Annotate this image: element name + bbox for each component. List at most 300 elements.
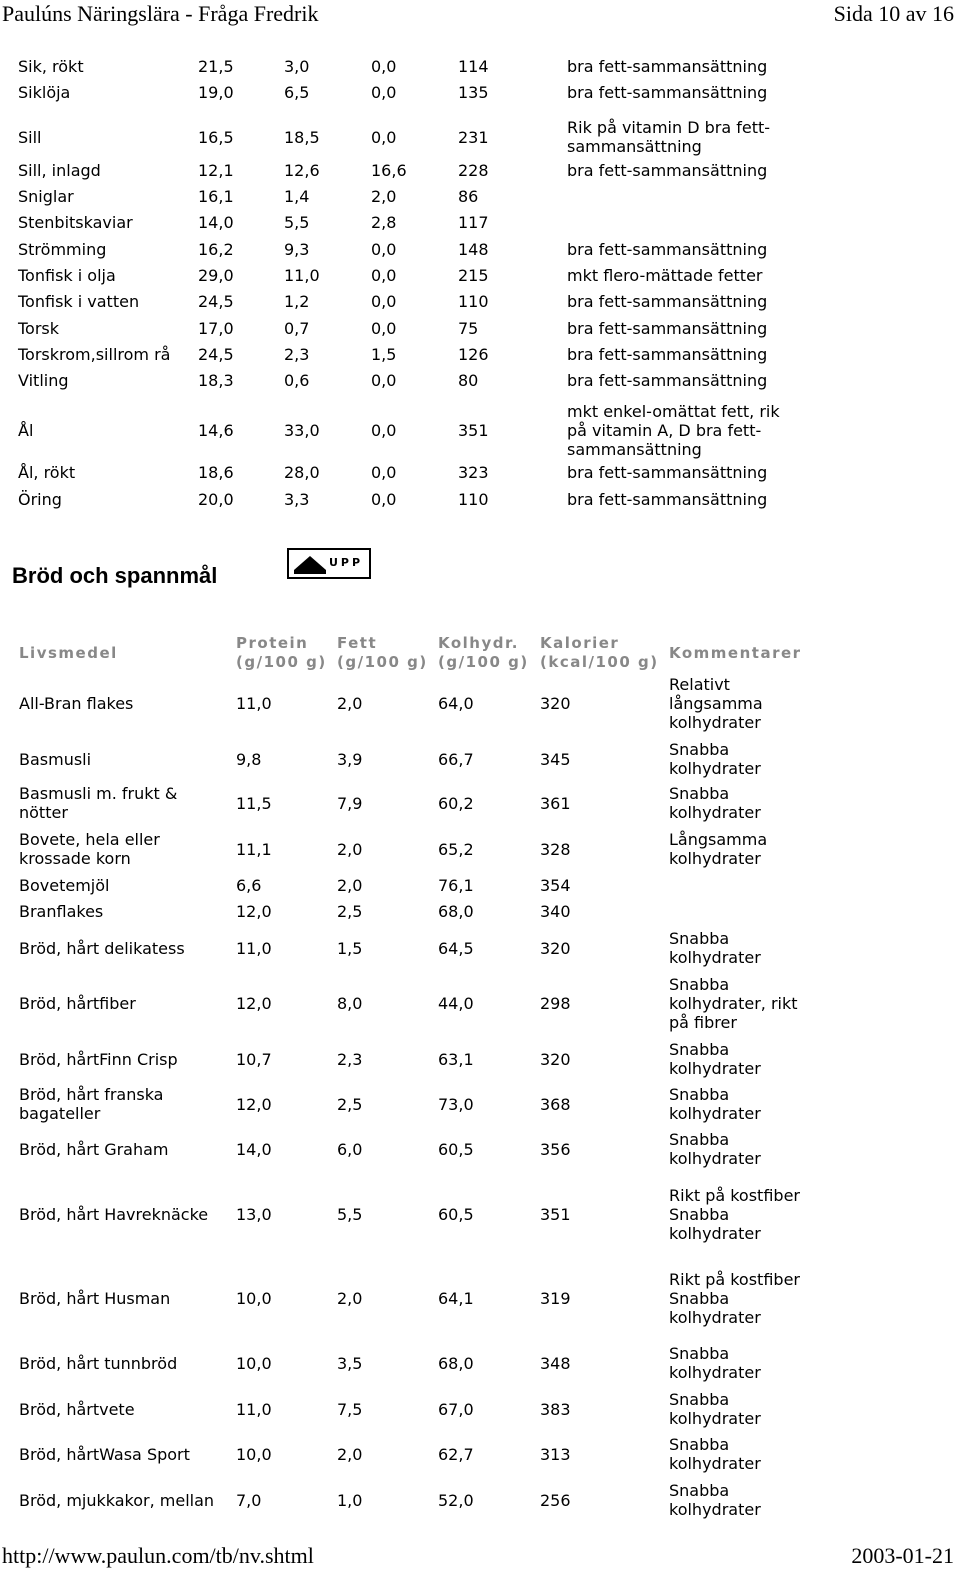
table-row [19,1260,949,1336]
cell-food-text: Ål, rökt [18,463,76,482]
cell-carbs [438,902,533,921]
cell-comment-text: Snabba kolhydrater [669,1390,761,1428]
cell-comment [567,490,782,509]
header-kalorier: Kalorier (kcal/100 g) [540,634,659,671]
cell-comment-text: Snabba kolhydrater [669,1344,761,1382]
cell-fat-text: 6,0 [337,1139,363,1159]
table-row [19,1130,949,1168]
cell-fat-text: 3,9 [337,749,363,769]
cell-calories [458,118,558,156]
cell-carbs-text: 0,0 [371,127,397,147]
cell-calories-text: 313 [540,1444,571,1464]
cell-fat-text: 11,0 [284,266,320,285]
cell-comment-text: bra fett-sammansättning [567,463,768,482]
cell-food-text: Sniglar [18,187,74,206]
cell-carbs-text: 0,0 [371,421,397,440]
fish-table [18,57,948,513]
cell-protein [236,929,331,967]
cell-food-text: Bröd, mjukkakor, mellan [19,1490,215,1510]
cell-calories [458,490,558,509]
cell-calories [458,371,558,390]
cell-protein-text: 24,5 [198,292,234,311]
cell-food-text: Öring [18,490,62,509]
cell-calories [540,929,660,967]
cell-food-text: Bröd, hårt Graham [19,1139,169,1159]
cell-carbs-text: 64,0 [438,694,474,713]
cell-fat-text: 2,0 [337,839,363,859]
table-row [19,1390,949,1428]
cell-calories-text: 356 [540,1139,571,1159]
cell-comment-text: Rikt på kostfiber Snabba kolhydrater [669,1269,800,1327]
cell-protein [198,161,278,180]
section-title: Bröd och spannmål [12,563,218,588]
cell-carbs [371,319,451,338]
cell-carbs [438,929,533,967]
cell-carbs [371,371,451,390]
cell-calories [540,830,660,868]
cell-calories [540,1435,660,1473]
cell-protein [236,876,331,895]
cell-fat-text: 2,3 [284,345,310,364]
cell-protein [198,240,278,259]
cell-carbs [438,1481,533,1519]
cell-carbs [438,1176,533,1252]
cell-calories [458,463,558,482]
table-row [19,1040,949,1078]
cell-protein [236,1344,331,1382]
cell-calories-text: 86 [458,187,479,206]
cell-protein [198,83,278,102]
table-row [19,1176,949,1252]
cell-carbs [371,266,451,285]
cell-fat-text: 3,3 [284,490,310,509]
cell-comment [567,463,782,482]
cell-carbs-text: 67,0 [438,1399,474,1419]
cell-food [19,830,219,868]
cell-fat [337,1390,432,1428]
cell-fat [284,213,364,232]
cell-comment-text: bra fett-sammansättning [567,240,768,259]
cell-protein [198,292,278,311]
cell-carbs-text: 52,0 [438,1490,474,1510]
cell-food-text: Sill [18,127,42,147]
cell-carbs [438,784,533,822]
cell-food [18,187,193,206]
table-row [19,929,949,967]
cell-protein-text: 10,0 [236,1444,272,1464]
cell-calories [458,292,558,311]
cell-food-text: Basmusli [19,749,92,769]
cell-comment [669,740,819,778]
cell-food [19,1344,219,1382]
cell-fat [284,57,364,76]
cell-fat [284,240,364,259]
cell-calories-text: 75 [458,319,479,338]
header-livsmedel: Livsmedel [19,644,118,662]
cell-fat [337,1260,432,1336]
cell-food [19,929,219,967]
cell-food [18,319,193,338]
cell-calories [458,266,558,285]
cell-food [19,1085,219,1123]
cell-comment [567,187,782,206]
cell-food [18,371,193,390]
cell-calories [458,240,558,259]
table-row [19,1344,949,1382]
cell-protein-text: 11,0 [236,938,272,958]
cell-comment [669,1260,819,1336]
cell-calories-text: 340 [540,902,571,921]
cell-fat-text: 33,0 [284,421,320,440]
cell-carbs-text: 60,5 [438,1139,474,1159]
cell-fat [337,675,432,732]
cell-comment-text: Snabba kolhydrater [669,784,761,822]
cell-food-text: Sill, inlagd [18,161,101,180]
cell-food [19,740,219,778]
table-row [18,371,948,390]
table-row [18,490,948,509]
cell-protein [236,1176,331,1252]
header-fett: Fett (g/100 g) [337,634,428,671]
cell-food [19,902,219,921]
cell-protein [236,1390,331,1428]
cell-comment [567,371,782,390]
cell-comment [669,876,819,895]
cell-food [19,975,219,1032]
cell-fat [284,292,364,311]
cell-carbs [371,118,451,156]
cell-fat [337,1481,432,1519]
cell-protein [236,1260,331,1336]
cell-protein [236,1481,331,1519]
cell-comment-text: bra fett-sammansättning [567,319,768,338]
cell-carbs [371,292,451,311]
cell-fat-text: 1,0 [337,1490,363,1510]
cell-comment-text: bra fett-sammansättning [567,161,768,180]
cell-carbs-text: 65,2 [438,839,474,859]
cell-food-text: Bröd, hårtvete [19,1399,135,1419]
cell-comment [567,292,782,311]
table-row [18,161,948,180]
cell-fat-text: 5,5 [284,213,310,232]
cell-calories-text: 319 [540,1288,571,1308]
cell-fat-text: 1,2 [284,292,310,311]
cell-protein [236,1040,331,1078]
header-kommentarer: Kommentarer [669,644,802,662]
cell-carbs [438,1130,533,1168]
cell-food-text: Bröd, hårt franska bagateller [19,1085,164,1123]
cell-food-text: Torsk [18,319,60,338]
cell-carbs-text: 0,0 [371,490,397,509]
cell-protein-text: 11,1 [236,839,272,859]
cell-comment-text: Relativt långsamma kolhydrater [669,675,763,732]
cell-carbs [371,490,451,509]
cell-carbs [371,240,451,259]
cell-comment [567,57,782,76]
cell-carbs [371,161,451,180]
table-row [18,240,948,259]
cell-food-text: Bröd, hårt tunnbröd [19,1353,178,1373]
cell-comment-text: bra fett-sammansättning [567,83,768,102]
cell-protein-text: 12,0 [236,1094,272,1114]
cell-protein-text: 14,0 [236,1139,272,1159]
cell-carbs-text: 2,0 [371,187,397,206]
cell-fat-text: 0,6 [284,371,310,390]
cell-calories [540,1176,660,1252]
up-arrow-icon [294,556,326,570]
cell-protein [198,187,278,206]
cell-fat [337,1040,432,1078]
cell-food [18,161,193,180]
table-row [19,784,949,822]
cell-calories [540,902,660,921]
cell-calories-text: 320 [540,694,571,713]
cell-food-text: Bröd, hårtWasa Sport [19,1444,190,1464]
cell-fat [284,187,364,206]
cell-protein [236,1435,331,1473]
cell-protein [198,319,278,338]
cell-fat-text: 2,3 [337,1049,363,1069]
cell-carbs-text: 1,5 [371,345,397,364]
cell-comment [669,1344,819,1382]
cell-calories-text: 383 [540,1399,571,1419]
cell-food [19,1130,219,1168]
cell-calories-text: 256 [540,1490,571,1510]
cell-fat-text: 2,0 [337,1288,363,1308]
cell-carbs-text: 0,0 [371,240,397,259]
cell-food-text: Torskrom,sillrom rå [18,345,171,364]
cell-comment-text: bra fett-sammansättning [567,371,768,390]
cell-comment-text: Snabba kolhydrater [669,1130,761,1168]
cell-calories-text: 148 [458,240,489,259]
cell-calories [540,1040,660,1078]
table-row [18,402,948,459]
cell-comment [669,784,819,822]
cell-calories [540,1481,660,1519]
cell-fat-text: 0,7 [284,319,310,338]
table-row [18,187,948,206]
cell-fat [337,1435,432,1473]
cell-calories [458,319,558,338]
table-row [18,345,948,364]
cell-comment-text: mkt enkel-omättat fett, rik på vitamin A, D bra fett-sammansättning [567,402,780,459]
cell-carbs [371,463,451,482]
cell-protein-text: 9,8 [236,749,262,769]
cell-calories-text: 231 [458,127,489,147]
page-header [0,0,960,30]
cell-food [18,490,193,509]
cell-protein-text: 7,0 [236,1490,262,1510]
cell-fat [284,463,364,482]
cell-protein-text: 13,0 [236,1204,272,1224]
cell-comment-text: bra fett-sammansättning [567,57,768,76]
table-row [18,57,948,76]
cell-calories-text: 228 [458,161,489,180]
cell-carbs-text: 60,5 [438,1204,474,1224]
cell-carbs [438,675,533,732]
cell-fat [337,902,432,921]
cell-protein [236,675,331,732]
cell-calories [540,1130,660,1168]
cell-carbs-text: 0,0 [371,292,397,311]
cell-protein-text: 14,6 [198,421,234,440]
cell-food-text: All-Bran flakes [19,694,134,713]
cell-fat [337,1176,432,1252]
cell-calories-text: 361 [540,793,571,813]
cell-fat [337,929,432,967]
cell-comment-text: Rik på vitamin D bra fett-sammansättning [567,118,771,156]
cell-food-text: Ål [18,421,34,440]
cell-comment-text: bra fett-sammansättning [567,292,768,311]
cell-protein [236,1130,331,1168]
cell-calories-text: 215 [458,266,489,285]
cell-calories [458,213,558,232]
cell-fat-text: 8,0 [337,994,363,1013]
cell-carbs-text: 60,2 [438,793,474,813]
cell-food [18,402,193,459]
cell-food [18,57,193,76]
cell-comment-text: mkt flero-mättade fetter [567,266,763,285]
table-row [19,1481,949,1519]
cell-calories [540,675,660,732]
cell-protein [236,830,331,868]
cell-carbs [371,57,451,76]
cell-comment-text: Långsamma kolhydrater [669,830,768,868]
cell-fat-text: 12,6 [284,161,320,180]
cell-protein-text: 16,5 [198,127,234,147]
cell-comment [669,1435,819,1473]
cell-food [18,240,193,259]
cell-calories-text: 110 [458,292,489,311]
cell-calories-text: 320 [540,938,571,958]
cell-protein-text: 10,7 [236,1049,272,1069]
cell-food-text: Bröd, hårt Havreknäcke [19,1204,209,1224]
cell-fat [284,161,364,180]
cell-food-text: Stenbitskaviar [18,213,133,232]
cell-carbs-text: 68,0 [438,1353,474,1373]
cell-fat [284,371,364,390]
header-protein: Protein (g/100 g) [236,634,327,671]
cell-food [18,213,193,232]
cell-comment-text: Snabba kolhydrater [669,1435,761,1473]
cell-calories-text: 351 [540,1204,571,1224]
cell-protein-text: 11,0 [236,1399,272,1419]
cell-fat-text: 2,5 [337,902,363,921]
cell-comment-text: bra fett-sammansättning [567,345,768,364]
cell-fat-text: 7,5 [337,1399,363,1419]
cell-carbs-text: 64,5 [438,938,474,958]
cell-protein-text: 24,5 [198,345,234,364]
cell-food [19,1435,219,1473]
cell-food-text: Bröd, hårtFinn Crisp [19,1049,178,1069]
cell-protein-text: 20,0 [198,490,234,509]
cell-comment [567,402,782,459]
cell-carbs-text: 0,0 [371,371,397,390]
cell-carbs [438,876,533,895]
cell-food [18,463,193,482]
cell-food-text: Bröd, hårt Husman [19,1288,171,1308]
table-row [18,213,948,232]
cell-food [18,266,193,285]
cell-comment-text: Snabba kolhydrater [669,1481,761,1519]
cell-calories-text: 328 [540,839,571,859]
cell-calories [458,345,558,364]
up-bar-icon [294,570,326,574]
cell-carbs [438,740,533,778]
cell-fat [284,266,364,285]
cell-carbs [371,213,451,232]
cell-carbs [438,1040,533,1078]
table-row [19,1085,949,1123]
cell-protein [198,463,278,482]
cell-protein-text: 6,6 [236,876,262,895]
cell-protein-text: 12,0 [236,994,272,1013]
cell-food [18,345,193,364]
cell-carbs-text: 76,1 [438,876,474,895]
up-button[interactable] [287,548,371,579]
cell-fat-text: 3,0 [284,57,310,76]
cell-comment [669,1040,819,1078]
cell-protein-text: 11,0 [236,694,272,713]
cell-comment [669,975,819,1032]
cell-comment-text: Rikt på kostfiber Snabba kolhydrater [669,1185,800,1243]
cell-carbs-text: 0,0 [371,57,397,76]
cell-calories-text: 368 [540,1094,571,1114]
cell-fat [284,402,364,459]
cell-calories [540,740,660,778]
header-kolhydr: Kolhydr. (g/100 g) [438,634,529,671]
cell-carbs [371,402,451,459]
cell-comment [567,319,782,338]
cell-calories [540,975,660,1032]
cell-carbs [438,830,533,868]
cell-carbs-text: 0,0 [371,463,397,482]
cell-comment [669,675,819,732]
cell-fat-text: 2,0 [337,1444,363,1464]
page-number: Sida 10 av 16 [833,1,954,26]
cell-food [18,83,193,102]
cell-carbs [371,345,451,364]
cell-food-text: Tonfisk i olja [18,266,116,285]
cell-food [19,675,219,732]
cell-protein [198,118,278,156]
table-row [18,319,948,338]
cell-fat [284,118,364,156]
cell-calories-text: 80 [458,371,479,390]
cell-comment [669,1390,819,1428]
cell-protein-text: 10,0 [236,1288,272,1308]
cell-protein-text: 12,1 [198,161,234,180]
footer-date: 2003-01-21 [851,1543,954,1568]
cell-comment [567,240,782,259]
cell-food [19,1390,219,1428]
cell-calories-text: 354 [540,876,571,895]
cell-fat [284,83,364,102]
cell-calories-text: 298 [540,994,571,1013]
cell-protein-text: 16,2 [198,240,234,259]
cell-food-text: Sik, rökt [18,57,84,76]
cell-comment [669,902,819,921]
footer-url[interactable]: http://www.paulun.com/tb/nv.shtml [2,1543,314,1568]
cell-comment [669,1130,819,1168]
cell-food-text: Branflakes [19,902,104,921]
table-row [18,292,948,311]
cell-food-text: Bovetemjöl [19,876,110,895]
up-label: UPP [329,556,364,569]
cell-carbs-text: 0,0 [371,266,397,285]
cell-calories-text: 117 [458,213,489,232]
cell-food [19,784,219,822]
